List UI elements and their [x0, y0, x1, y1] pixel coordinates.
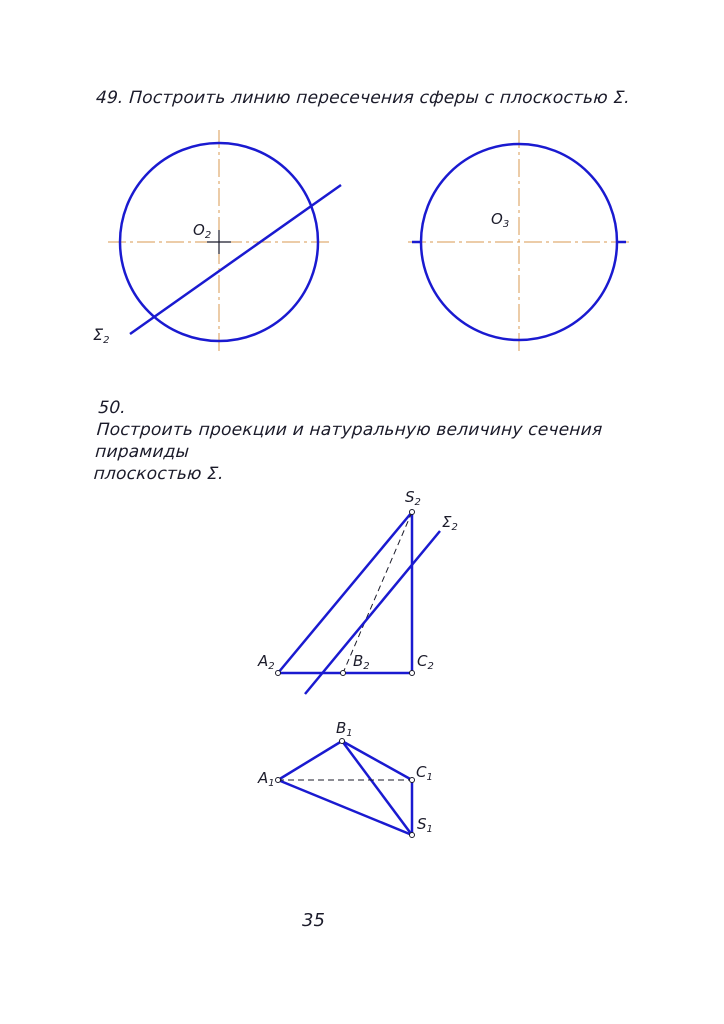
edge-s2-a2 — [278, 512, 412, 673]
label-s2: $S_2$ — [405, 488, 421, 508]
label-b1: $B_1$ — [336, 719, 353, 739]
edge-a1-b1 — [278, 741, 342, 780]
point-c2 — [410, 671, 415, 676]
label-o3: $O_3$ — [491, 210, 510, 230]
plane-sigma-trace — [130, 185, 341, 334]
task-50-text-line1: Построить проекции и натуральную величину сечения пирамиды — [94, 420, 604, 462]
task-49-text: Построить линию пересечения сферы с плоскостью Σ. — [128, 88, 631, 108]
task-49-number: 49. — [95, 88, 125, 108]
label-b2: $B_2$ — [353, 652, 370, 672]
label-s1: $S_1$ — [417, 815, 433, 835]
label-o2: $O_2$ — [193, 221, 212, 241]
sphere-front-view — [93, 130, 341, 352]
sphere-side-view — [408, 130, 630, 352]
label-c2: $C_2$ — [417, 652, 434, 672]
pyramid-top-view — [257, 719, 433, 838]
label-c1: $C_1$ — [416, 763, 433, 783]
edge-s2-b2-hidden — [343, 512, 412, 673]
label-a1: $A_1$ — [258, 769, 275, 789]
edge-b1-c1 — [342, 741, 412, 780]
pyramid-front-view — [257, 488, 458, 694]
point-s2 — [410, 510, 415, 515]
point-s1 — [410, 833, 415, 838]
point-b2 — [341, 671, 346, 676]
point-c1 — [410, 778, 415, 783]
task-50-number: 50. — [97, 398, 127, 418]
point-a2 — [276, 671, 281, 676]
point-b1 — [340, 739, 345, 744]
label-sigma2: Σ2 — [93, 325, 110, 346]
point-a1 — [276, 778, 281, 783]
label-sigma2-pyramid: $\Sigma_2$ — [442, 513, 458, 533]
label-a2: $A_2$ — [258, 652, 275, 672]
task-50-line2: плоскостью Σ. — [92, 464, 225, 484]
page-number: 35 — [302, 910, 325, 931]
